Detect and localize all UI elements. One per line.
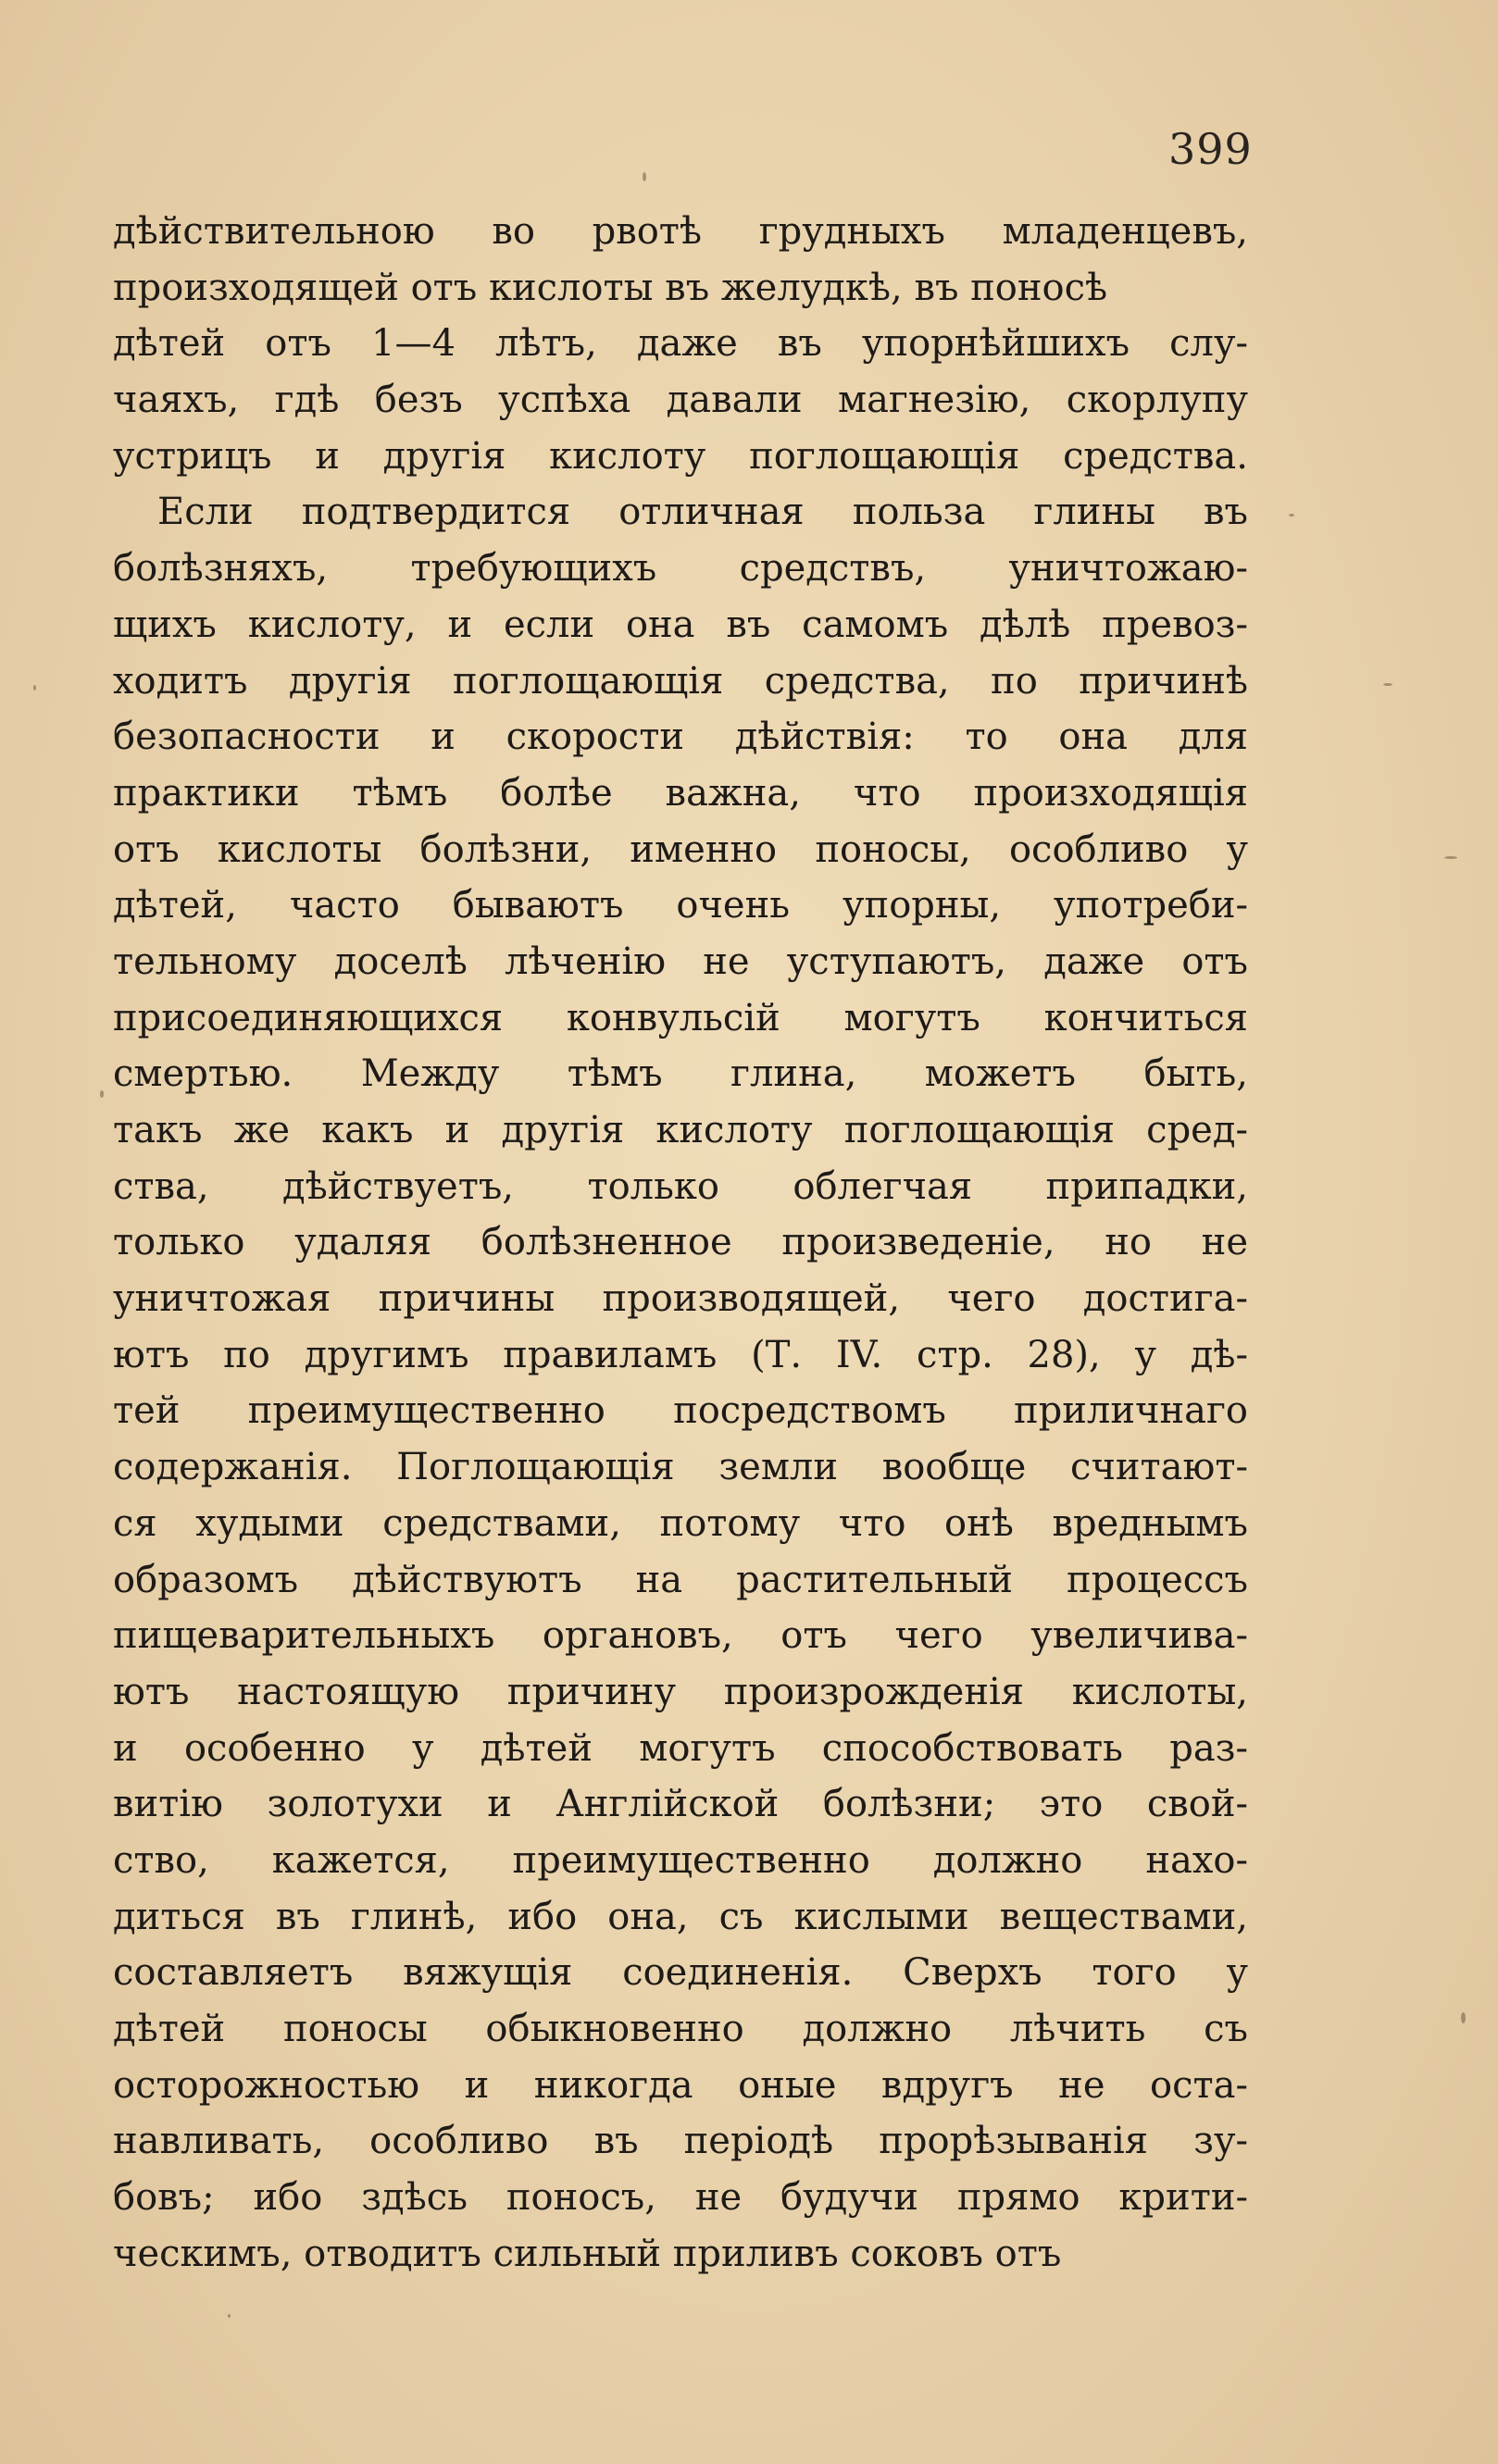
text-line: осторожностью и никогда оные вдругъ не оста- xyxy=(113,2063,1248,2107)
text-line: только удаляя болѣзненное произведеніе, но не xyxy=(113,1221,1248,1264)
page-number: 399 xyxy=(1168,124,1253,174)
text-line: тей преимущественно посредствомъ приличнаго xyxy=(113,1389,1248,1433)
text-line: пищеварительныхъ органовъ, отъ чего увеличива- xyxy=(113,1614,1248,1658)
text-line: образомъ дѣйствуютъ на растительный процессъ xyxy=(113,1558,1248,1601)
text-line: чаяхъ, гдѣ безъ успѣха давали магнезію, скорлупу xyxy=(113,379,1248,422)
text-line: ся худыми средствами, потому что онѣ вреднымъ xyxy=(113,1501,1248,1545)
text-line: ства, дѣйствуетъ, только облегчая припадки, xyxy=(113,1164,1248,1208)
text-line: болѣзняхъ, требующихъ средствъ, уничтожаю- xyxy=(113,547,1248,591)
text-line: Если подтвердится отличная польза глины въ xyxy=(157,491,1248,534)
paper-speck xyxy=(643,172,646,181)
text-line: дѣйствительною во рвотѣ грудныхъ младенцевъ, xyxy=(113,210,1248,253)
paper-speck xyxy=(1289,514,1294,516)
text-line: произходящей отъ кислоты въ желудкѣ, въ поносѣ xyxy=(113,266,1108,309)
text-line: безопасности и скорости дѣйствія: то она для xyxy=(113,716,1248,759)
paper-speck xyxy=(100,1090,104,1098)
text-line: ютъ по другимъ правиламъ (Т. IV. стр. 28), у дѣ- xyxy=(113,1333,1248,1376)
text-line: смертью. Между тѣмъ глина, можетъ быть, xyxy=(113,1052,1248,1096)
text-line: ютъ настоящую причину произрожденія кислоты, xyxy=(113,1670,1248,1713)
text-line: бовъ; ибо здѣсь поносъ, не будучи прямо крити- xyxy=(113,2176,1248,2220)
paper-speck xyxy=(228,2314,231,2318)
text-line: практики тѣмъ болѣе важна, что произходящія xyxy=(113,771,1248,815)
text-line: диться въ глинѣ, ибо она, съ кислыми веществами, xyxy=(113,1895,1248,1938)
paper-speck xyxy=(1461,2012,1466,2023)
text-line: витію золотухи и Англійской болѣзни; это свой- xyxy=(113,1783,1248,1826)
text-line: ческимъ, отводитъ сильный приливъ соковъ отъ xyxy=(113,2232,1062,2275)
text-line: устрицъ и другія кислоту поглощающія средства. xyxy=(113,434,1248,478)
text-line: составляетъ вяжущія соединенія. Сверхъ того у xyxy=(113,1951,1248,1995)
paper-speck xyxy=(33,685,36,691)
text-line: и особенно у дѣтей могутъ способствовать раз- xyxy=(113,1726,1248,1770)
text-line: тельному доселѣ лѣченію не уступаютъ, даже отъ xyxy=(113,940,1248,983)
body-text xyxy=(113,204,1248,2282)
text-line: дѣтей поносы обыкновенно должно лѣчить съ xyxy=(113,2008,1248,2050)
text-line: содержанія. Поглощающія земли вообще считают- xyxy=(113,1446,1248,1489)
paper-speck xyxy=(1444,856,1457,859)
text-line: такъ же какъ и другія кислоту поглощающія сред- xyxy=(113,1109,1248,1151)
text-line: дѣтей, часто бываютъ очень упорны, употреби- xyxy=(113,884,1248,927)
text-line: присоединяющихся конвульсій могутъ кончиться xyxy=(113,996,1248,1039)
text-line: отъ кислоты болѣзни, именно поносы, особливо у xyxy=(113,828,1248,871)
text-line: навливать, особливо въ періодѣ прорѣзыванія зу- xyxy=(113,2120,1248,2163)
text-line: ство, кажется, преимущественно должно нахо- xyxy=(113,1838,1248,1882)
text-line: щихъ кислоту, и если она въ самомъ дѣлѣ превоз- xyxy=(113,603,1248,646)
paper-speck xyxy=(1383,683,1392,686)
text-line: уничтожая причины производящей, чего достига- xyxy=(113,1277,1248,1321)
text-line: дѣтей отъ 1—4 лѣтъ, даже въ упорнѣйшихъ слу- xyxy=(113,322,1248,366)
text-line: ходитъ другія поглощающія средства, по причинѣ xyxy=(113,659,1248,703)
